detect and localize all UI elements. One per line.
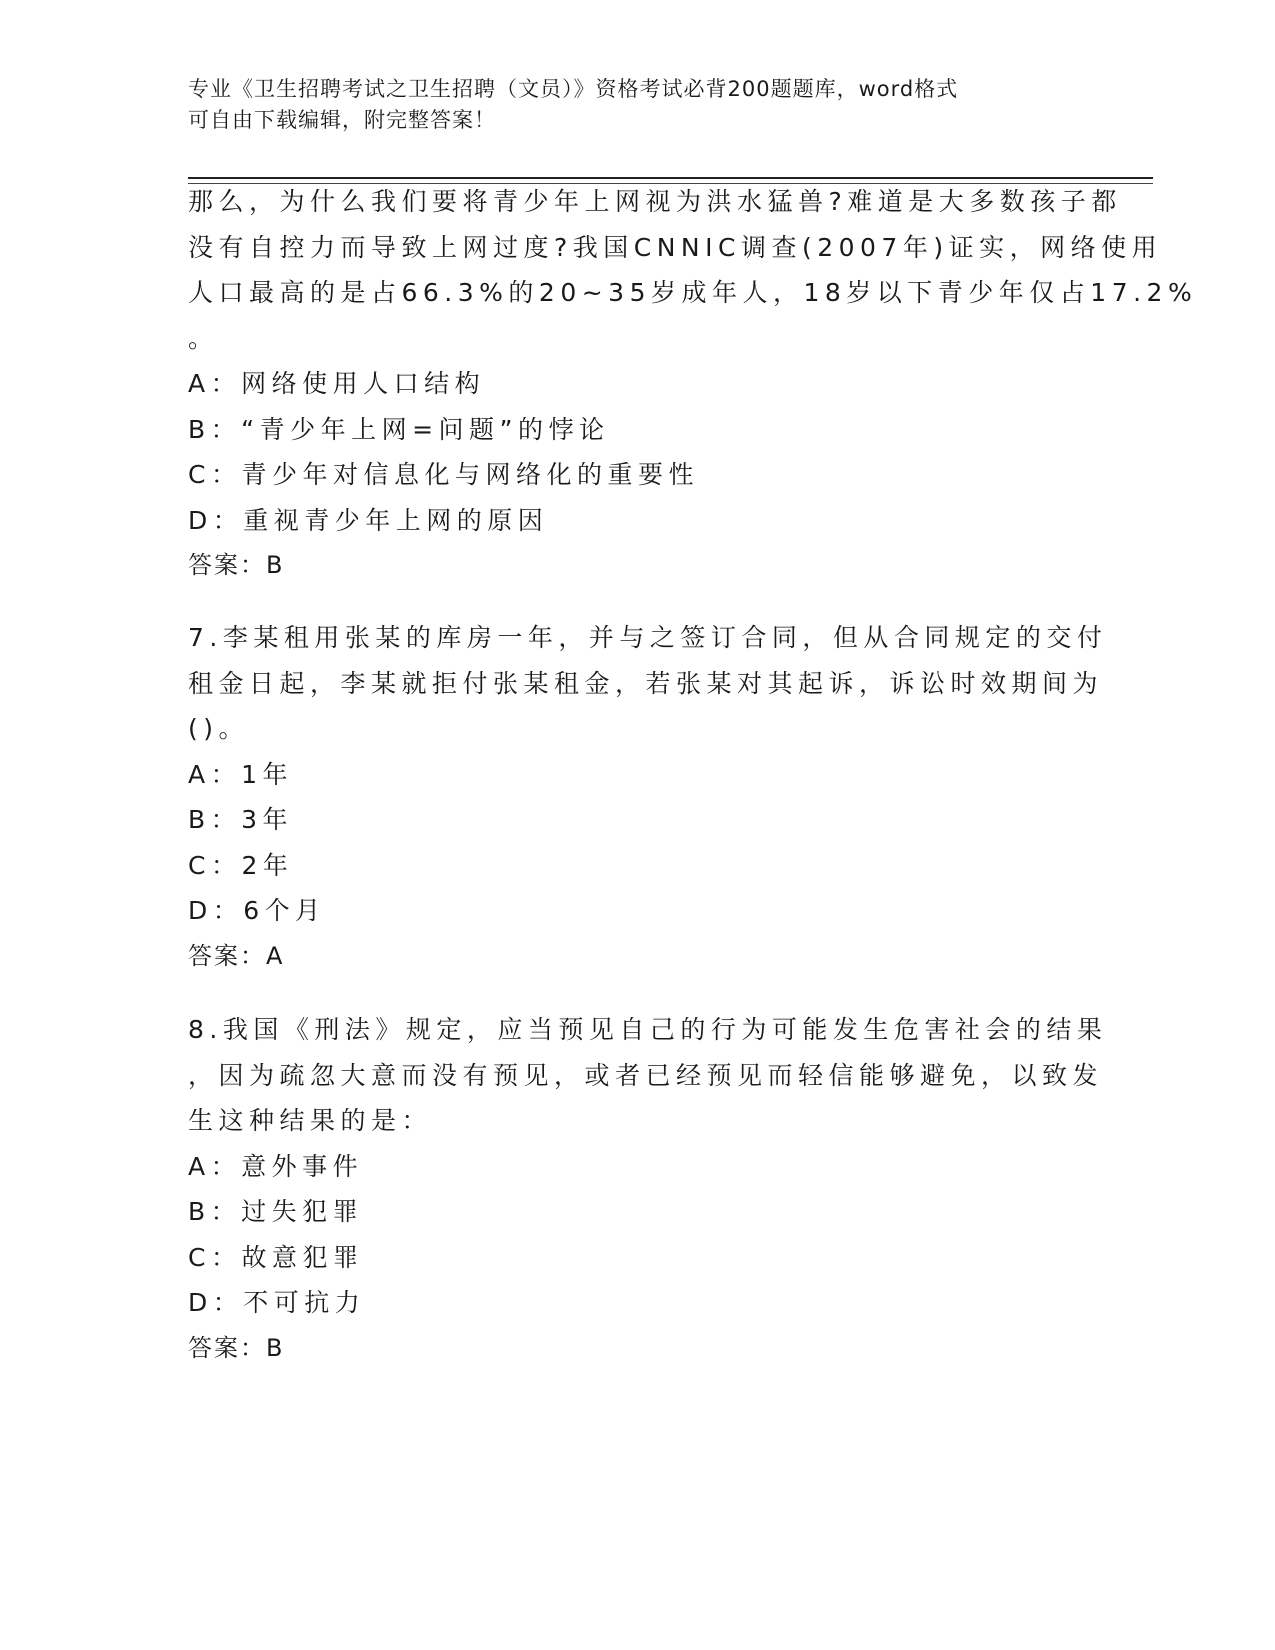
option-b: B：3年: [188, 805, 294, 834]
question-stem-line: 那么，为什么我们要将青少年上网视为洪水猛兽?难道是大多数孩子都: [188, 187, 1122, 216]
question-stem-line: 8.我国《刑法》规定，应当预见自己的行为可能发生危害社会的结果: [188, 1015, 1108, 1044]
option-a: A：1年: [188, 759, 294, 789]
document-header: [188, 74, 1068, 136]
question-stem-line: ()。: [188, 714, 250, 743]
question-stem-line: 租金日起，李某就拒付张某租金，若张某对其起诉，诉讼时效期间为: [188, 668, 1104, 698]
question-stem-line: 7.李某租用张某的库房一年，并与之签订合同，但从合同规定的交付: [188, 623, 1108, 652]
question-8: [188, 1007, 1108, 1371]
option-a: A：意外事件: [188, 1151, 364, 1181]
question-6: [188, 179, 1198, 589]
option-b: B：过失犯罪: [188, 1197, 364, 1226]
answer-line: 答案：B: [188, 551, 285, 579]
option-d: D：不可抗力: [188, 1288, 366, 1317]
option-c: C：故意犯罪: [188, 1242, 364, 1272]
question-stem-line: 。: [188, 323, 219, 353]
option-a: A：网络使用人口结构: [188, 369, 486, 398]
question-stem-line: 没有自控力而导致上网过度?我国CNNIC调查(2007年)证实，网络使用: [188, 232, 1163, 262]
answer-line: 答案：B: [188, 1333, 285, 1362]
question-stem-line: 生这种结果的是：: [188, 1106, 433, 1135]
question-stem-line: 人口最高的是占66.3%的20~35岁成年人，18岁以下青少年仅占17.2%: [188, 278, 1198, 307]
question-stem-line: ，因为疏忽大意而没有预见，或者已经预见而轻信能够避免，以致发: [188, 1060, 1104, 1090]
header-title-line-1: 专业《卫生招聘考试之卫生招聘（文员）》资格考试必背200题题库，word格式: [188, 77, 959, 101]
answer-line: 答案：A: [188, 941, 285, 970]
option-d: D：6个月: [188, 896, 326, 925]
option-c: C：青少年对信息化与网络化的重要性: [188, 460, 699, 489]
question-7: [188, 615, 1108, 979]
header-title-line-2: 可自由下载编辑，附完整答案！: [188, 108, 496, 132]
option-b: B：“青少年上网=问题”的悖论: [188, 414, 610, 444]
option-c: C：2年: [188, 850, 294, 880]
option-d: D：重视青少年上网的原因: [188, 505, 549, 535]
